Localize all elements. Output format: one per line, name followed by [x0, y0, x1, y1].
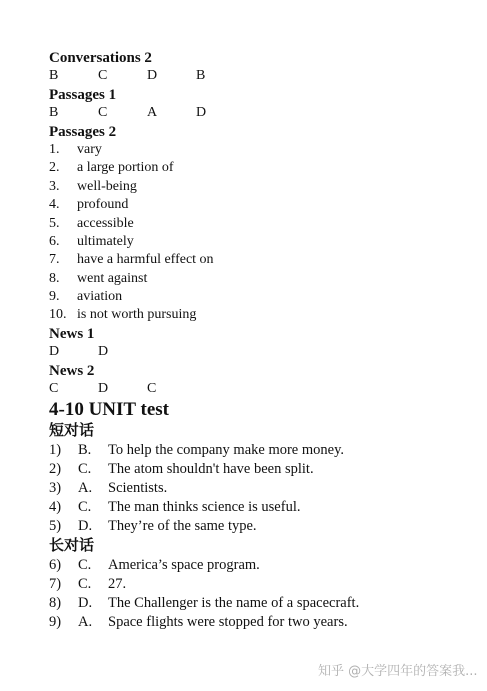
test-item: [49, 479, 479, 498]
list-item: [49, 159, 479, 177]
question-number: 3): [49, 480, 62, 497]
question-number: 6): [49, 557, 62, 574]
answer-item: D: [98, 381, 109, 397]
item-number: 2.: [49, 160, 60, 176]
item-text: accessible: [77, 215, 134, 231]
test-item: [49, 498, 479, 517]
answer-row-news-1: [49, 343, 479, 361]
answer-item: D: [49, 344, 60, 360]
list-item: [49, 306, 479, 324]
test-item: [49, 441, 479, 460]
item-text: went against: [77, 270, 148, 286]
answer-letter: C.: [78, 557, 92, 574]
question-number: 5): [49, 517, 62, 534]
test-item: [49, 556, 479, 575]
question-number: 8): [49, 595, 62, 611]
item-text: well-being: [77, 178, 137, 194]
item-number: 1.: [49, 141, 60, 157]
answer-item: D: [147, 68, 158, 84]
question-number: 4): [49, 498, 62, 515]
question-number: 9): [49, 613, 62, 630]
answer-letter: A.: [78, 480, 93, 497]
answer-item: C: [98, 105, 108, 121]
answer-letter: A.: [78, 613, 93, 630]
answer-text: America’s space program.: [108, 557, 260, 574]
item-text: have a harmful effect on: [77, 252, 214, 268]
item-text: aviation: [77, 289, 123, 305]
answer-item: C: [98, 68, 108, 84]
item-number: 10.: [49, 307, 67, 323]
answer-text: They’re of the same type.: [108, 517, 257, 534]
test-item: [49, 575, 479, 594]
section-heading-news-2: News 2: [49, 362, 95, 379]
answer-item: C: [147, 381, 157, 397]
answer-text: The atom shouldn't have been split.: [108, 461, 314, 478]
answer-row-news-2: [49, 380, 479, 398]
section-heading-passages-1: Passages 1: [49, 86, 117, 103]
answer-text: The Challenger is the name of a spacecraft.: [108, 595, 360, 611]
answer-item: D: [98, 344, 109, 360]
answer-item: A: [147, 105, 158, 121]
section-heading-passages-2: Passages 2: [49, 123, 117, 140]
answer-text: To help the company make more money.: [108, 442, 345, 459]
answer-row-passages-1: [49, 104, 479, 122]
list-item: [49, 215, 479, 233]
item-text: ultimately: [77, 233, 134, 249]
answer-letter: D.: [78, 517, 93, 534]
question-number: 7): [49, 576, 62, 593]
list-item: [49, 141, 479, 159]
test-item: [49, 460, 479, 479]
question-number: 1): [49, 442, 62, 459]
answer-letter: C.: [78, 461, 92, 478]
answer-letter: B.: [78, 442, 92, 459]
answer-text: Space flights were stopped for two years.: [108, 613, 348, 630]
item-number: 5.: [49, 215, 60, 231]
answer-item: D: [196, 105, 207, 121]
answer-text: 27.: [108, 576, 127, 593]
item-text: profound: [77, 197, 129, 213]
test-item: [49, 594, 479, 613]
answer-text: Scientists.: [108, 480, 168, 497]
answer-row-conversations-2: [49, 67, 479, 85]
list-item: [49, 251, 479, 269]
section-heading-conversations-2: Conversations 2: [49, 50, 152, 66]
answer-letter: D.: [78, 595, 93, 611]
item-number: 8.: [49, 270, 60, 286]
question-number: 2): [49, 461, 62, 478]
item-number: 9.: [49, 289, 60, 305]
list-item: [49, 233, 479, 251]
list-item: [49, 288, 479, 306]
test-item: [49, 517, 479, 536]
item-number: 6.: [49, 233, 60, 249]
list-item: [49, 178, 479, 196]
item-text: a large portion of: [77, 160, 174, 176]
list-item: [49, 270, 479, 288]
item-number: 4.: [49, 197, 60, 213]
answer-item: B: [196, 68, 206, 84]
answer-item: B: [49, 105, 59, 121]
unit-test-title: 4-10 UNIT test: [49, 399, 169, 421]
test-item: [49, 613, 479, 632]
answer-item: B: [49, 68, 59, 84]
short-conversations-heading: 短对话: [49, 421, 95, 440]
watermark-text: 知乎 @大学四年的答案我...: [318, 664, 478, 679]
item-text: vary: [77, 141, 102, 157]
item-number: 7.: [49, 252, 60, 268]
item-text: is not worth pursuing: [77, 307, 197, 323]
item-number: 3.: [49, 178, 60, 194]
section-heading-news-1: News 1: [49, 325, 95, 342]
answer-text: The man thinks science is useful.: [108, 498, 301, 515]
list-item: [49, 196, 479, 214]
answer-letter: C.: [78, 576, 92, 593]
long-conversations-heading: 长对话: [49, 536, 95, 555]
answer-item: C: [49, 381, 59, 397]
answer-key-page: [49, 49, 479, 632]
answer-letter: C.: [78, 498, 92, 515]
